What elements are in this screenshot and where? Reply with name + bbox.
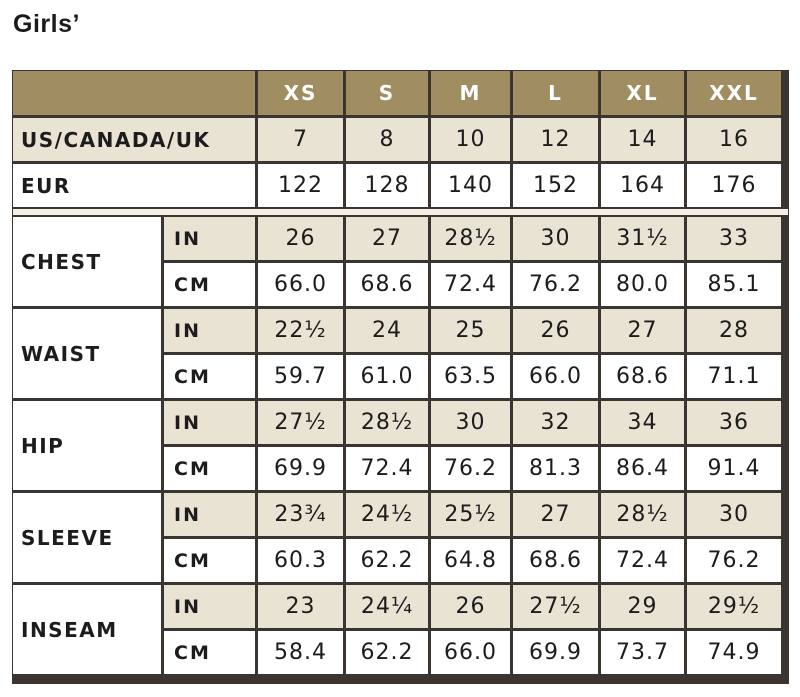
table-cell: 74.9 [687, 631, 781, 674]
table-cell: 25½ [431, 493, 510, 536]
size-header: L [513, 71, 598, 115]
table-cell: 8 [346, 118, 428, 161]
table-cell: 122 [258, 164, 343, 207]
table-cell: 86.4 [601, 447, 684, 490]
table-cell: 85.1 [687, 263, 781, 306]
table-cell: 28½ [601, 493, 684, 536]
table-cell: 72.4 [431, 263, 510, 306]
table-cell: 62.2 [346, 539, 428, 582]
measurements-section [13, 217, 788, 683]
size-header: S [346, 71, 428, 115]
measure-label-hip: HIP [13, 401, 161, 490]
unit-label-cm: CM [164, 355, 255, 398]
table-cell: 66.0 [258, 263, 343, 306]
unit-label-cm: CM [164, 539, 255, 582]
table-cell: 164 [601, 164, 684, 207]
table-cell: 26 [258, 217, 343, 260]
table-cell: 28½ [431, 217, 510, 260]
table-cell: 73.7 [601, 631, 684, 674]
table-cell: 66.0 [513, 355, 598, 398]
table-cell: 72.4 [601, 539, 684, 582]
table-cell: 23 [258, 585, 343, 628]
table-cell: 72.4 [346, 447, 428, 490]
table-cell: 63.5 [431, 355, 510, 398]
table-cell: 81.3 [513, 447, 598, 490]
table-cell: 58.4 [258, 631, 343, 674]
unit-label-cm: CM [164, 263, 255, 306]
table-cell: 27 [346, 217, 428, 260]
table-cell: 176 [687, 164, 781, 207]
row-label-eur: EUR [13, 164, 255, 207]
measure-label-inseam: INSEAM [13, 585, 161, 674]
table-cell: 12 [513, 118, 598, 161]
table-cell: 24½ [346, 493, 428, 536]
unit-label-cm: CM [164, 447, 255, 490]
table-cell: 59.7 [258, 355, 343, 398]
table-cell: 76.2 [687, 539, 781, 582]
table-cell: 26 [431, 585, 510, 628]
table-cell: 62.2 [346, 631, 428, 674]
table-cell: 26 [513, 309, 598, 352]
measure-label-waist: WAIST [13, 309, 161, 398]
table-cell: 34 [601, 401, 684, 444]
table-cell: 128 [346, 164, 428, 207]
table-cell: 36 [687, 401, 781, 444]
table-cell: 27 [513, 493, 598, 536]
page-title: Girls’ [13, 10, 80, 38]
table-cell: 31½ [601, 217, 684, 260]
table-cell: 152 [513, 164, 598, 207]
section-divider [13, 207, 788, 217]
table-cell: 29½ [687, 585, 781, 628]
table-cell: 76.2 [431, 447, 510, 490]
table-cell: 28 [687, 309, 781, 352]
table-cell: 32 [513, 401, 598, 444]
unit-label-in: IN [164, 309, 255, 352]
table-cell: 24 [346, 309, 428, 352]
table-cell: 60.3 [258, 539, 343, 582]
header-corner [13, 71, 255, 115]
table-cell: 30 [513, 217, 598, 260]
table-cell: 64.8 [431, 539, 510, 582]
unit-label-cm: CM [164, 631, 255, 674]
table-cell: 30 [431, 401, 510, 444]
table-cell: 61.0 [346, 355, 428, 398]
table-cell: 27½ [258, 401, 343, 444]
table-cell: 80.0 [601, 263, 684, 306]
row-label-us-canada-uk: US/CANADA/UK [13, 118, 255, 161]
table-cell: 76.2 [513, 263, 598, 306]
table-cell: 23¾ [258, 493, 343, 536]
table-cell: 140 [431, 164, 510, 207]
table-cell: 71.1 [687, 355, 781, 398]
table-cell: 24¼ [346, 585, 428, 628]
table-cell: 68.6 [601, 355, 684, 398]
size-header: XL [601, 71, 684, 115]
table-cell: 27½ [513, 585, 598, 628]
table-cell: 22½ [258, 309, 343, 352]
table-cell: 14 [601, 118, 684, 161]
table-cell: 25 [431, 309, 510, 352]
size-header: XXL [687, 71, 781, 115]
table-cell: 68.6 [513, 539, 598, 582]
table-cell: 33 [687, 217, 781, 260]
unit-label-in: IN [164, 217, 255, 260]
size-header-section [13, 71, 788, 207]
table-cell: 28½ [346, 401, 428, 444]
table-cell: 68.6 [346, 263, 428, 306]
table-cell: 29 [601, 585, 684, 628]
unit-label-in: IN [164, 493, 255, 536]
measure-label-chest: CHEST [13, 217, 161, 306]
size-header: M [431, 71, 510, 115]
unit-label-in: IN [164, 585, 255, 628]
size-chart-table [12, 70, 789, 684]
table-cell: 91.4 [687, 447, 781, 490]
table-cell: 27 [601, 309, 684, 352]
table-cell: 69.9 [258, 447, 343, 490]
table-cell: 30 [687, 493, 781, 536]
table-cell: 16 [687, 118, 781, 161]
size-header: XS [258, 71, 343, 115]
table-cell: 7 [258, 118, 343, 161]
measure-label-sleeve: SLEEVE [13, 493, 161, 582]
table-cell: 10 [431, 118, 510, 161]
table-cell: 66.0 [431, 631, 510, 674]
unit-label-in: IN [164, 401, 255, 444]
table-cell: 69.9 [513, 631, 598, 674]
